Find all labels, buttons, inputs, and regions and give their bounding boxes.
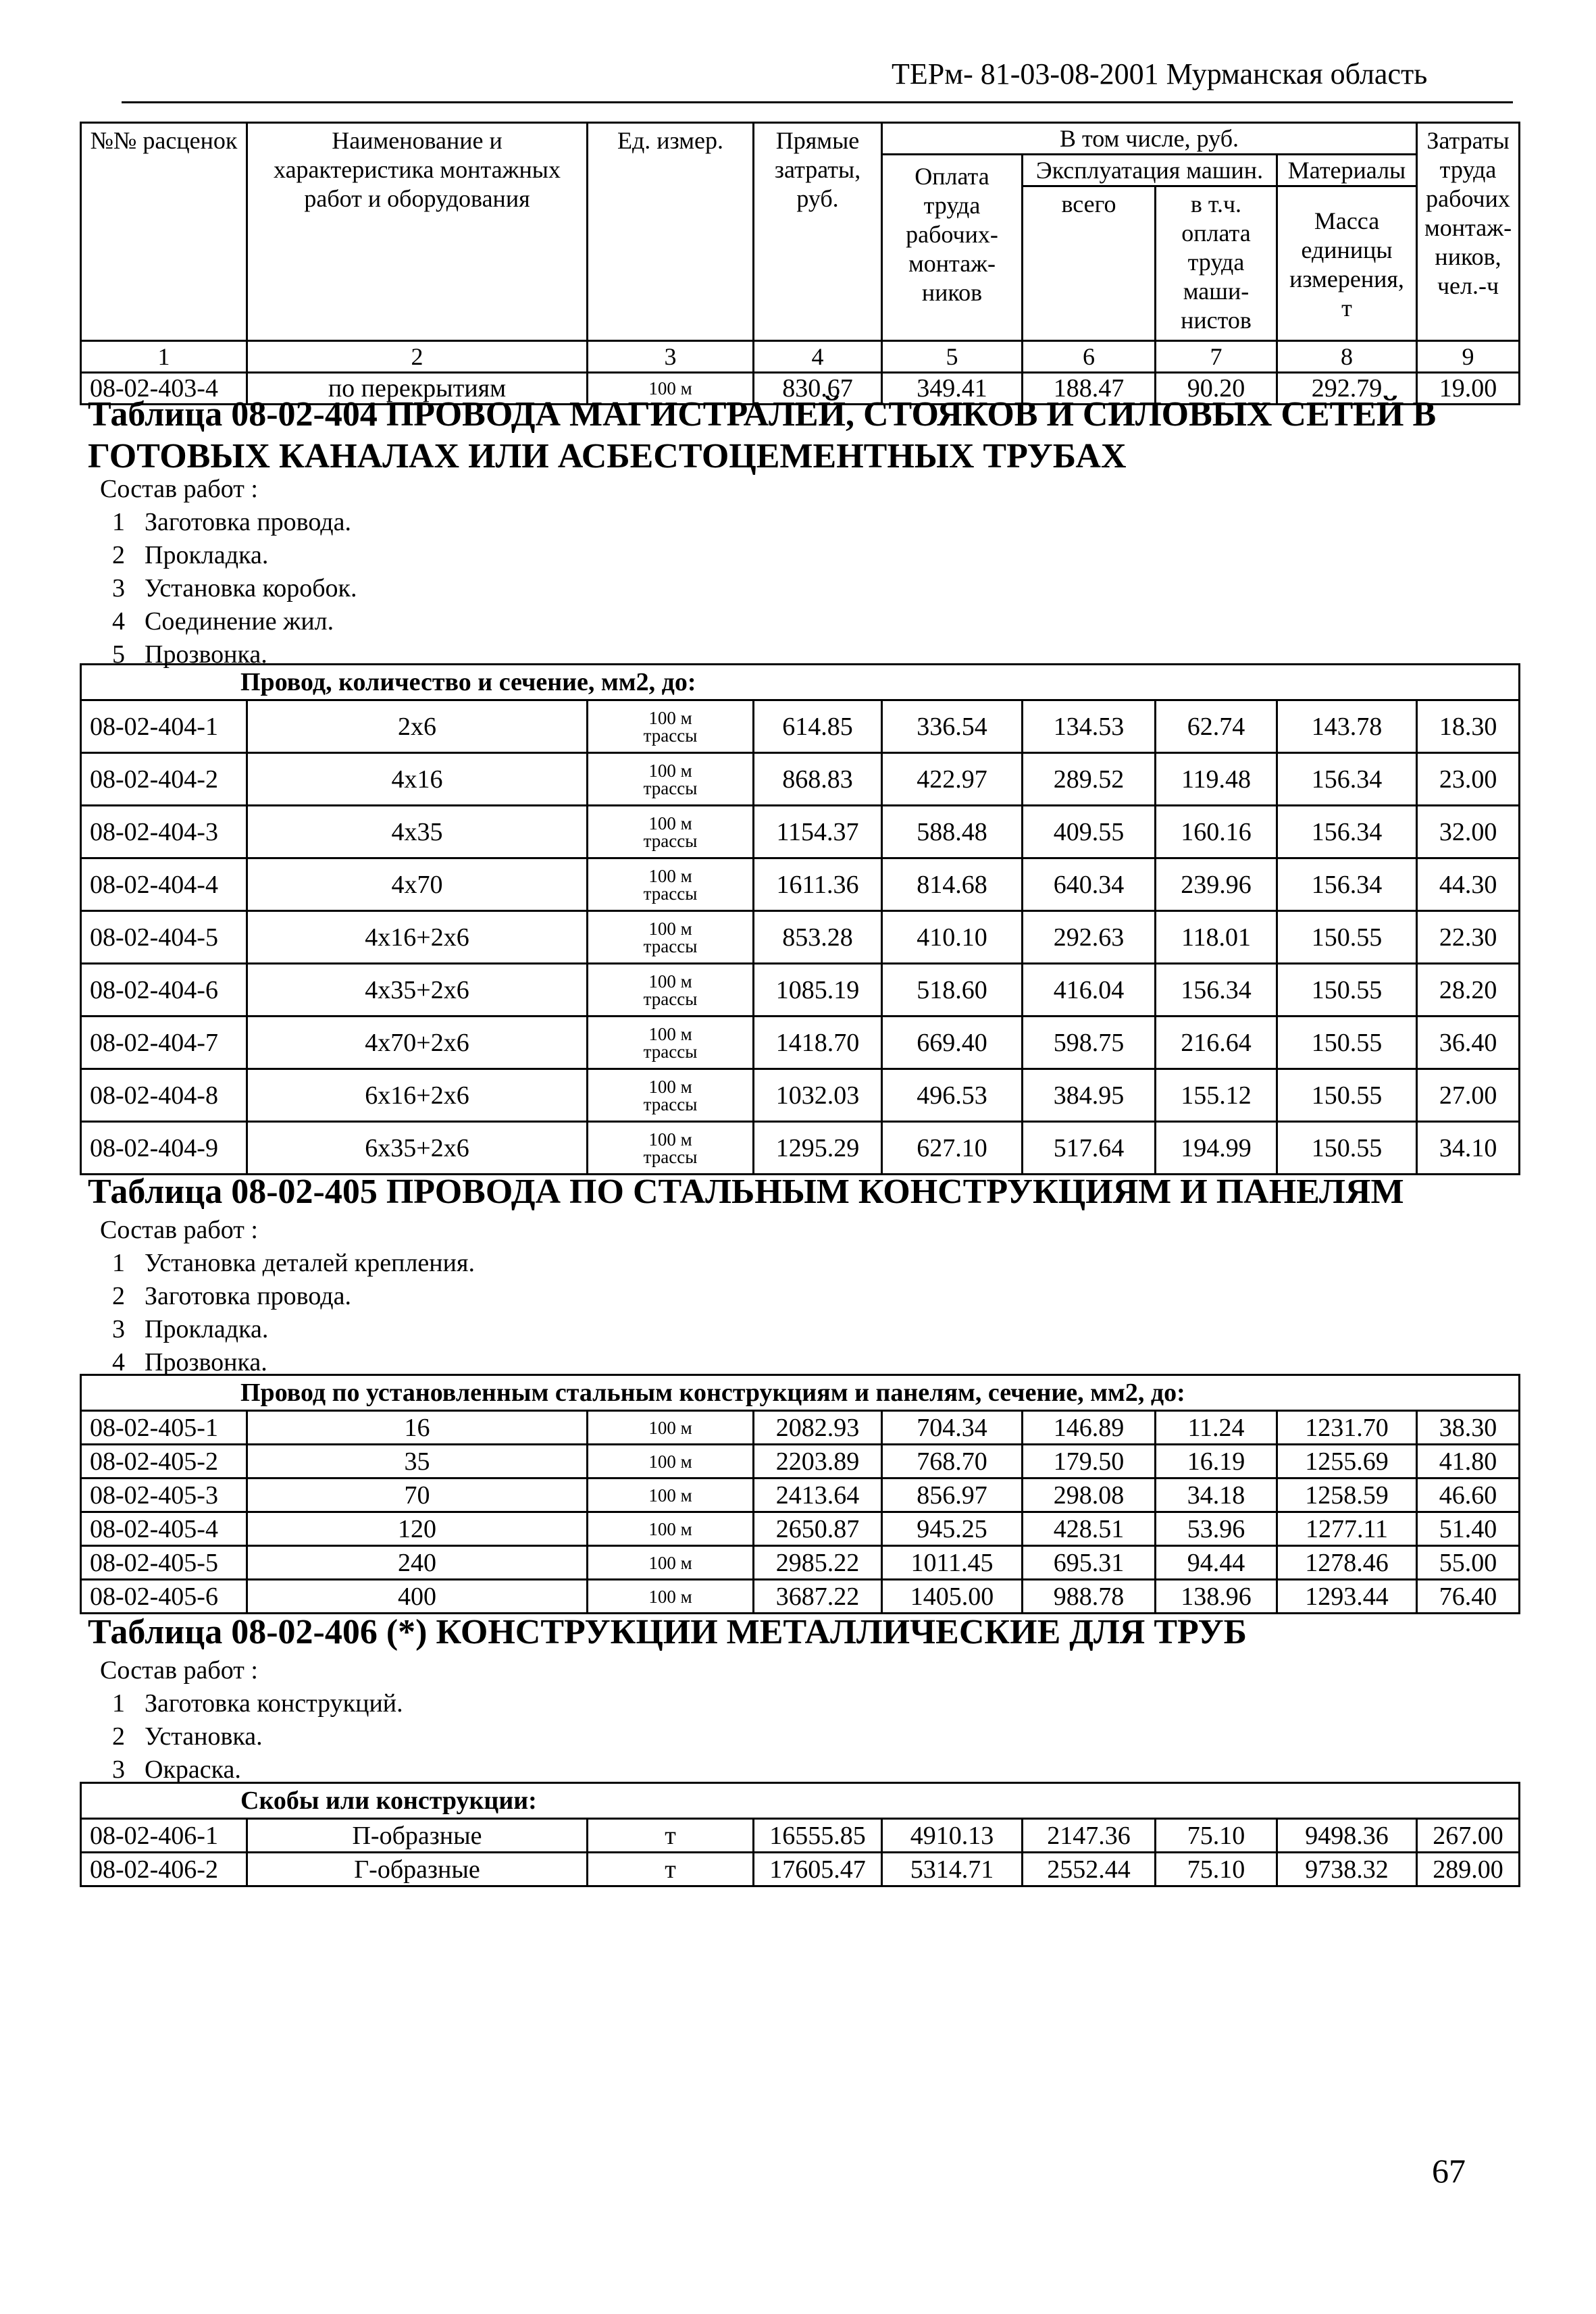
composition-label: Состав работ : — [100, 1656, 258, 1685]
cell-mach-total: 517.64 — [1023, 1122, 1156, 1175]
cell-name: 240 — [247, 1546, 588, 1580]
cell-direct: 868.83 — [754, 753, 882, 806]
cell-mach-total: 188.47 — [1023, 373, 1156, 405]
col-head-mach-total: всего — [1023, 186, 1156, 341]
table-row — [81, 700, 1520, 753]
composition-item: 3 Окраска. — [112, 1755, 241, 1784]
cell-direct: 830.67 — [754, 373, 882, 405]
cell-mass: 150.55 — [1277, 1017, 1417, 1069]
cell-direct: 2082.93 — [754, 1411, 882, 1445]
table-row — [81, 964, 1520, 1017]
cell-direct: 1085.19 — [754, 964, 882, 1017]
cell-labor: 19.00 — [1417, 373, 1520, 405]
cell-mach-wages: 156.34 — [1156, 964, 1277, 1017]
cell-unit: 100 м трассы — [588, 753, 754, 806]
cell-name: 400 — [247, 1580, 588, 1614]
composition-item: 1 Заготовка конструкций. — [112, 1689, 403, 1718]
table-row — [81, 753, 1520, 806]
cell-mass: 1255.69 — [1277, 1445, 1417, 1479]
cell-mach-wages: 75.10 — [1156, 1853, 1277, 1886]
cell-wages: 768.70 — [882, 1445, 1023, 1479]
composition-item: 3 Установка коробок. — [112, 574, 357, 602]
table-406-body — [80, 1782, 1520, 1887]
composition-item: 5 Прозвонка. — [112, 640, 267, 669]
cell-wages: 336.54 — [882, 700, 1023, 753]
cell-wages: 814.68 — [882, 858, 1023, 911]
table-405-composition — [100, 1214, 475, 1379]
cell-unit: т — [588, 1853, 754, 1886]
cell-mach-wages: 138.96 — [1156, 1580, 1277, 1614]
cell-direct: 1032.03 — [754, 1069, 882, 1122]
col-head-direct: Прямые затраты, руб. — [754, 123, 882, 341]
cell-labor: 44.30 — [1417, 858, 1520, 911]
cell-wages: 704.34 — [882, 1411, 1023, 1445]
table-row — [81, 1479, 1520, 1512]
composition-label: Состав работ : — [100, 1216, 258, 1244]
cell-labor: 76.40 — [1417, 1580, 1520, 1614]
cell-name: 120 — [247, 1512, 588, 1546]
col-head-including: В том числе, руб. — [882, 123, 1417, 155]
cell-labor: 36.40 — [1417, 1017, 1520, 1069]
composition-item: 2 Заготовка провода. — [112, 1282, 351, 1310]
cell-name: 2х6 — [247, 700, 588, 753]
page-number: 67 — [1432, 2152, 1466, 2190]
col-head-unit: Ед. измер. — [588, 123, 754, 341]
cell-mach-total: 134.53 — [1023, 700, 1156, 753]
col-num: 7 — [1156, 341, 1277, 373]
col-head-wages: Оплата труда рабочих-монтаж-ников — [882, 155, 1023, 341]
cell-mach-total: 2147.36 — [1023, 1819, 1156, 1853]
cell-mass: 9498.36 — [1277, 1819, 1417, 1853]
col-num: 9 — [1417, 341, 1520, 373]
col-head-machines: Эксплуатация машин. — [1023, 155, 1277, 186]
cell-mass: 1231.70 — [1277, 1411, 1417, 1445]
composition-item: 4 Соединение жил. — [112, 607, 334, 636]
cell-mach-total: 298.08 — [1023, 1479, 1156, 1512]
composition-item: 2 Прокладка. — [112, 541, 269, 569]
cell-mass: 150.55 — [1277, 1069, 1417, 1122]
cell-mach-wages: 34.18 — [1156, 1479, 1277, 1512]
cell-mass: 292.79 — [1277, 373, 1417, 405]
table-row — [81, 1580, 1520, 1614]
col-head-labor: Затраты труда рабочих монтаж-ников, чел.-ч — [1417, 123, 1520, 341]
cell-labor: 38.30 — [1417, 1411, 1520, 1445]
cell-mach-total: 409.55 — [1023, 806, 1156, 858]
cell-mach-total: 598.75 — [1023, 1017, 1156, 1069]
cell-unit: 100 м трассы — [588, 911, 754, 964]
cell-code: 08-02-406-2 — [81, 1853, 247, 1886]
composition-item: 1 Установка деталей крепления. — [112, 1249, 475, 1277]
col-head-mach-wages: в т.ч. оплата труда маши-нистов — [1156, 186, 1277, 341]
cell-labor: 23.00 — [1417, 753, 1520, 806]
cell-labor: 289.00 — [1417, 1853, 1520, 1886]
cell-mach-total: 292.63 — [1023, 911, 1156, 964]
cell-direct: 1611.36 — [754, 858, 882, 911]
cell-direct: 853.28 — [754, 911, 882, 964]
cell-mach-total: 384.95 — [1023, 1069, 1156, 1122]
table-405-body — [80, 1374, 1520, 1614]
header-rule — [122, 101, 1513, 103]
cell-mass: 150.55 — [1277, 964, 1417, 1017]
cell-name: 6х16+2х6 — [247, 1069, 588, 1122]
cell-labor: 46.60 — [1417, 1479, 1520, 1512]
col-num: 1 — [81, 341, 247, 373]
cell-direct: 2203.89 — [754, 1445, 882, 1479]
cell-direct: 16555.85 — [754, 1819, 882, 1853]
cell-mass: 9738.32 — [1277, 1853, 1417, 1886]
col-num: 3 — [588, 341, 754, 373]
col-head-code: №№ расценок — [81, 123, 247, 341]
cell-code: 08-02-404-7 — [81, 1017, 247, 1069]
cell-mass: 156.34 — [1277, 806, 1417, 858]
cell-labor: 41.80 — [1417, 1445, 1520, 1479]
cell-code: 08-02-405-3 — [81, 1479, 247, 1512]
table-404-title — [88, 394, 1526, 478]
cell-unit: 100 м — [588, 1445, 754, 1479]
cell-mass: 1258.59 — [1277, 1479, 1417, 1512]
cell-unit: 100 м трассы — [588, 1122, 754, 1175]
rates-table-header — [80, 122, 1520, 405]
cell-mach-total: 640.34 — [1023, 858, 1156, 911]
col-num: 8 — [1277, 341, 1417, 373]
cell-wages: 5314.71 — [882, 1853, 1023, 1886]
cell-unit: 100 м трассы — [588, 1017, 754, 1069]
cell-unit: 100 м — [588, 1512, 754, 1546]
cell-labor: 267.00 — [1417, 1819, 1520, 1853]
cell-name: 4х70+2х6 — [247, 1017, 588, 1069]
cell-name: 70 — [247, 1479, 588, 1512]
cell-code: 08-02-404-4 — [81, 858, 247, 911]
cell-name: 4х16 — [247, 753, 588, 806]
composition-item: 1 Заготовка провода. — [112, 508, 351, 536]
cell-wages: 422.97 — [882, 753, 1023, 806]
cell-wages: 856.97 — [882, 1479, 1023, 1512]
table-406-title: Таблица 08-02-406 (*) КОНСТРУКЦИИ МЕТАЛЛИЧЕСКИЕ ДЛЯ ТРУБ — [88, 1613, 1247, 1651]
cell-name: 16 — [247, 1411, 588, 1445]
cell-name: 35 — [247, 1445, 588, 1479]
cell-wages: 1011.45 — [882, 1546, 1023, 1580]
col-head-materials: Материалы — [1277, 155, 1417, 186]
cell-code: 08-02-404-8 — [81, 1069, 247, 1122]
col-num: 5 — [882, 341, 1023, 373]
cell-unit: 100 м трассы — [588, 806, 754, 858]
cell-code: 08-02-405-4 — [81, 1512, 247, 1546]
cell-unit: 100 м трассы — [588, 964, 754, 1017]
cell-code: 08-02-404-9 — [81, 1122, 247, 1175]
cell-mach-total: 428.51 — [1023, 1512, 1156, 1546]
table-405-title: Таблица 08-02-405 ПРОВОДА ПО СТАЛЬНЫМ КОНСТРУКЦИЯМ И ПАНЕЛЯМ — [88, 1173, 1404, 1211]
cell-labor: 28.20 — [1417, 964, 1520, 1017]
cell-labor: 18.30 — [1417, 700, 1520, 753]
col-head-mass: Масса единицы измерения, т — [1277, 186, 1417, 341]
cell-wages: 410.10 — [882, 911, 1023, 964]
cell-labor: 22.30 — [1417, 911, 1520, 964]
cell-code: 08-02-405-6 — [81, 1580, 247, 1614]
composition-item: 4 Прозвонка. — [112, 1348, 267, 1377]
cell-unit: 100 м — [588, 1411, 754, 1445]
cell-unit: 100 м трассы — [588, 700, 754, 753]
cell-wages: 1405.00 — [882, 1580, 1023, 1614]
cell-code: 08-02-403-4 — [81, 373, 247, 405]
cell-code: 08-02-405-1 — [81, 1411, 247, 1445]
cell-mach-wages: 90.20 — [1156, 373, 1277, 405]
cell-mach-wages: 118.01 — [1156, 911, 1277, 964]
cell-unit: 100 м трассы — [588, 1069, 754, 1122]
cell-mach-wages: 16.19 — [1156, 1445, 1277, 1479]
cell-mach-wages: 194.99 — [1156, 1122, 1277, 1175]
table-row — [81, 1122, 1520, 1175]
cell-labor: 34.10 — [1417, 1122, 1520, 1175]
cell-wages: 349.41 — [882, 373, 1023, 405]
cell-mach-wages: 155.12 — [1156, 1069, 1277, 1122]
cell-unit: 100 м трассы — [588, 858, 754, 911]
table-row — [81, 1445, 1520, 1479]
cell-mach-wages: 216.64 — [1156, 1017, 1277, 1069]
table-404-composition — [100, 473, 357, 671]
cell-mach-total: 2552.44 — [1023, 1853, 1156, 1886]
table-404-subheading: Провод, количество и сечение, мм2, до: — [81, 665, 1520, 700]
cell-direct: 2650.87 — [754, 1512, 882, 1546]
cell-mach-total: 179.50 — [1023, 1445, 1156, 1479]
cell-name: 4х35+2х6 — [247, 964, 588, 1017]
cell-name: Г-образные — [247, 1853, 588, 1886]
cell-labor: 27.00 — [1417, 1069, 1520, 1122]
cell-mach-total: 695.31 — [1023, 1546, 1156, 1580]
cell-unit: 100 м — [588, 1479, 754, 1512]
col-num: 6 — [1023, 341, 1156, 373]
table-row — [81, 1411, 1520, 1445]
cell-direct: 3687.22 — [754, 1580, 882, 1614]
cell-labor: 32.00 — [1417, 806, 1520, 858]
col-num: 4 — [754, 341, 882, 373]
cell-code: 08-02-406-1 — [81, 1819, 247, 1853]
cell-unit: т — [588, 1819, 754, 1853]
cell-direct: 17605.47 — [754, 1853, 882, 1886]
cell-mach-wages: 75.10 — [1156, 1819, 1277, 1853]
running-header: ТЕРм- 81-03-08-2001 Мурманская область — [892, 57, 1428, 91]
table-row — [81, 1017, 1520, 1069]
cell-unit: 100 м — [588, 1546, 754, 1580]
cell-mass: 143.78 — [1277, 700, 1417, 753]
cell-code: 08-02-404-3 — [81, 806, 247, 858]
table-row — [81, 806, 1520, 858]
cell-direct: 614.85 — [754, 700, 882, 753]
cell-mach-total: 146.89 — [1023, 1411, 1156, 1445]
table-406-composition — [100, 1654, 403, 1786]
cell-mach-wages: 119.48 — [1156, 753, 1277, 806]
table-row — [81, 911, 1520, 964]
cell-direct: 2985.22 — [754, 1546, 882, 1580]
cell-wages: 518.60 — [882, 964, 1023, 1017]
cell-mach-total: 289.52 — [1023, 753, 1156, 806]
cell-mach-wages: 239.96 — [1156, 858, 1277, 911]
table-404-title-line1: Таблица 08-02-404 ПРОВОДА МАГИСТРАЛЕЙ, СТОЯКОВ И СИЛОВЫХ СЕТЕЙ В — [88, 395, 1437, 434]
cell-direct: 1295.29 — [754, 1122, 882, 1175]
cell-direct: 1154.37 — [754, 806, 882, 858]
table-row — [81, 1853, 1520, 1886]
composition-label: Состав работ : — [100, 475, 258, 503]
cell-mach-total: 988.78 — [1023, 1580, 1156, 1614]
cell-mach-wages: 94.44 — [1156, 1546, 1277, 1580]
cell-code: 08-02-405-5 — [81, 1546, 247, 1580]
table-406-subheading: Скобы или конструкции: — [81, 1783, 1520, 1819]
table-row — [81, 1512, 1520, 1546]
cell-wages: 4910.13 — [882, 1819, 1023, 1853]
cell-wages: 496.53 — [882, 1069, 1023, 1122]
cell-code: 08-02-404-2 — [81, 753, 247, 806]
cell-name: 6х35+2х6 — [247, 1122, 588, 1175]
cell-wages: 627.10 — [882, 1122, 1023, 1175]
cell-labor: 55.00 — [1417, 1546, 1520, 1580]
cell-mach-total: 416.04 — [1023, 964, 1156, 1017]
cell-mass: 156.34 — [1277, 753, 1417, 806]
table-row — [81, 1546, 1520, 1580]
cell-mass: 150.55 — [1277, 1122, 1417, 1175]
cell-name: по перекрытиям — [247, 373, 588, 405]
table-row — [81, 858, 1520, 911]
col-num: 2 — [247, 341, 588, 373]
cell-unit: 100 м — [588, 1580, 754, 1614]
composition-item: 3 Прокладка. — [112, 1315, 269, 1343]
composition-item: 2 Установка. — [112, 1722, 263, 1751]
cell-code: 08-02-404-1 — [81, 700, 247, 753]
cell-name: 4х16+2х6 — [247, 911, 588, 964]
cell-mass: 156.34 — [1277, 858, 1417, 911]
cell-code: 08-02-404-5 — [81, 911, 247, 964]
cell-mass: 150.55 — [1277, 911, 1417, 964]
table-row — [81, 1069, 1520, 1122]
cell-code: 08-02-404-6 — [81, 964, 247, 1017]
cell-name: П-образные — [247, 1819, 588, 1853]
table-404-title-line2: ГОТОВЫХ КАНАЛАХ ИЛИ АСБЕСТОЦЕМЕНТНЫХ ТРУБАХ — [88, 437, 1127, 475]
cell-mach-wages: 62.74 — [1156, 700, 1277, 753]
table-row — [81, 1819, 1520, 1853]
cell-mass: 1278.46 — [1277, 1546, 1417, 1580]
cell-mass: 1277.11 — [1277, 1512, 1417, 1546]
table-405-subheading: Провод по установленным стальным конструкциям и панелям, сечение, мм2, до: — [81, 1375, 1520, 1411]
cell-unit: 100 м — [588, 373, 754, 405]
cell-wages: 588.48 — [882, 806, 1023, 858]
cell-wages: 669.40 — [882, 1017, 1023, 1069]
cell-mach-wages: 11.24 — [1156, 1411, 1277, 1445]
cell-labor: 51.40 — [1417, 1512, 1520, 1546]
cell-mach-wages: 160.16 — [1156, 806, 1277, 858]
cell-name: 4х70 — [247, 858, 588, 911]
cell-name: 4х35 — [247, 806, 588, 858]
cell-mass: 1293.44 — [1277, 1580, 1417, 1614]
cell-code: 08-02-405-2 — [81, 1445, 247, 1479]
cell-mach-wages: 53.96 — [1156, 1512, 1277, 1546]
table-404-body — [80, 663, 1520, 1175]
col-head-name: Наименование и характеристика монтажных работ и оборудования — [247, 123, 588, 341]
cell-direct: 1418.70 — [754, 1017, 882, 1069]
cell-wages: 945.25 — [882, 1512, 1023, 1546]
cell-direct: 2413.64 — [754, 1479, 882, 1512]
